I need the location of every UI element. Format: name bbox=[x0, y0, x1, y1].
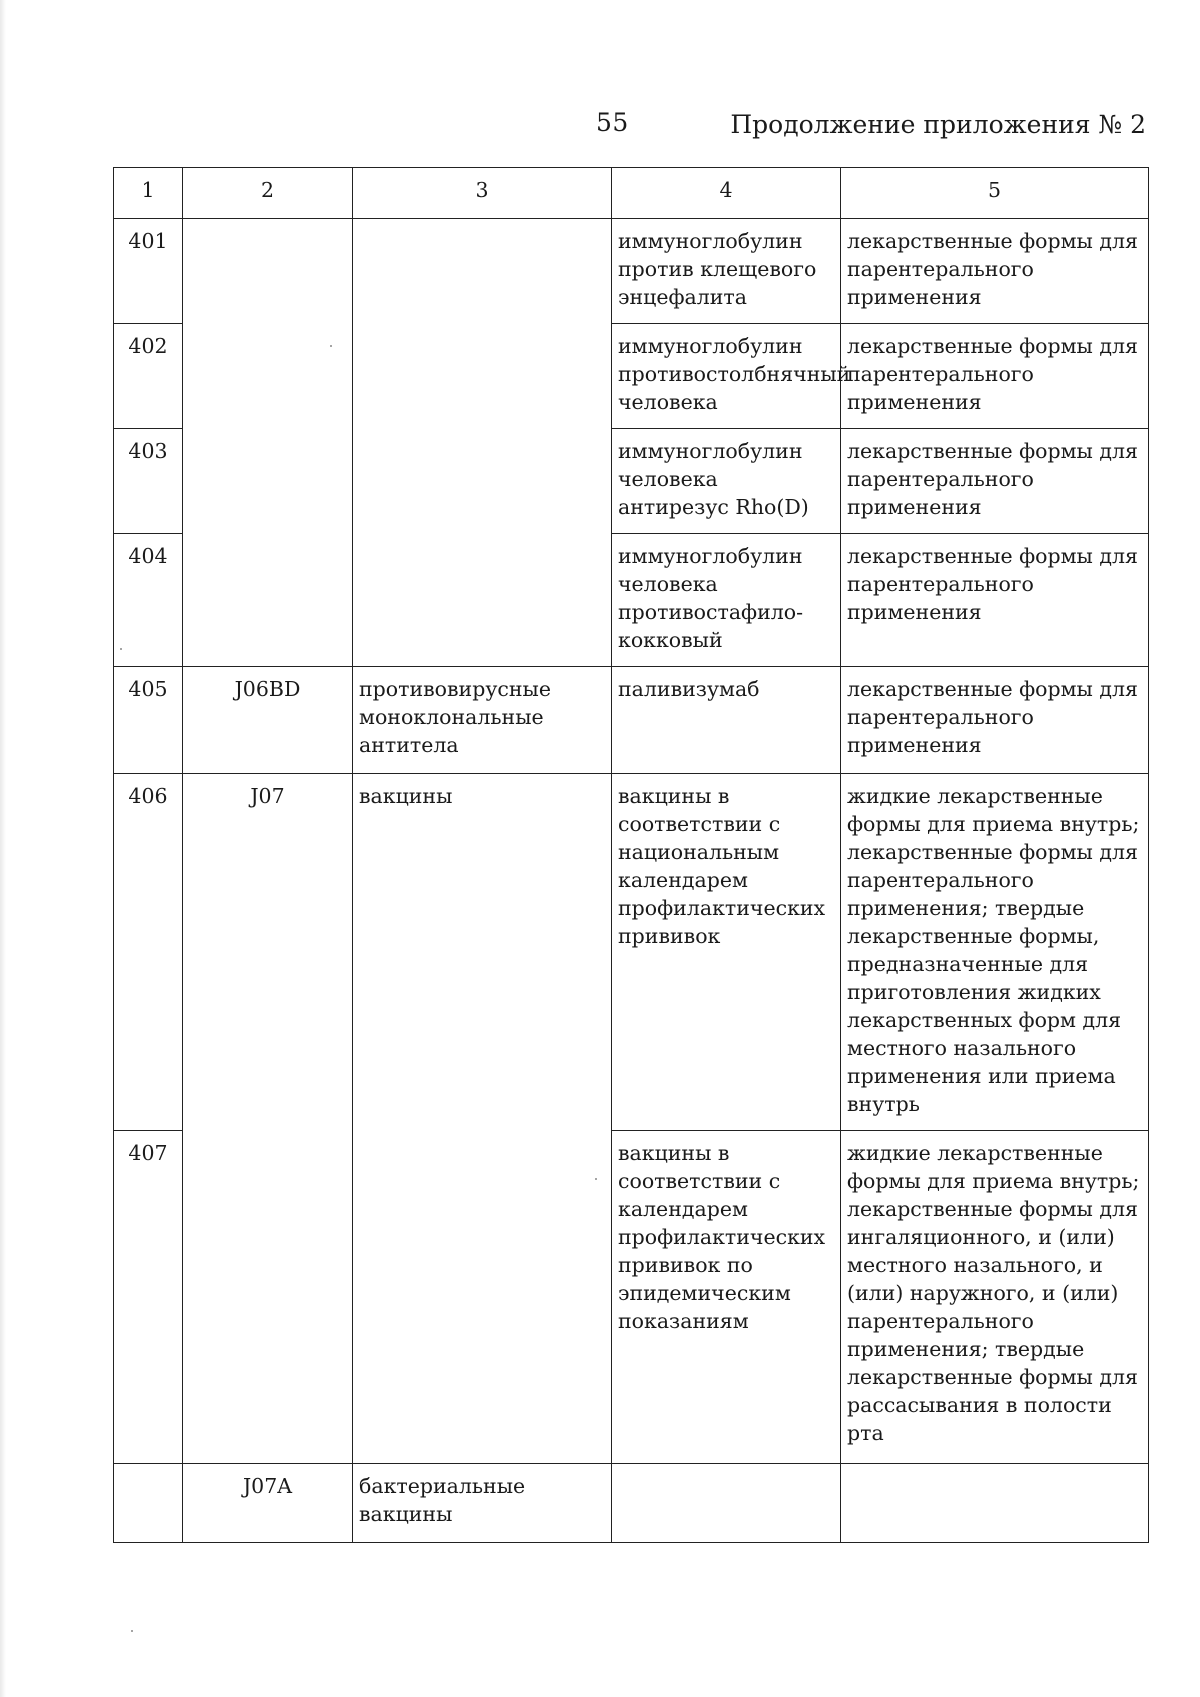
dosage-form: лекарственные формы для парентерального применения bbox=[841, 534, 1149, 667]
table-row bbox=[114, 774, 1149, 1131]
dosage-form: жидкие лекарственные формы для приема внутрь; лекарственные формы для ингаляционного, и (или) местного назального, и (или) наружного, и (или) парентерального применения; твердые лекарственные формы для рассасывания в полости рта bbox=[841, 1131, 1149, 1464]
column-number: 3 bbox=[353, 168, 612, 219]
drug-name: вакцины в соответствии с национальным календарем профилактических прививок bbox=[612, 774, 841, 1131]
dosage-form: жидкие лекарственные формы для приема внутрь; лекарственные формы для парентерального применения; твердые лекарственные формы, предназначенные для приготовления жидких лекарственных форм для местного назального применения или приема внутрь bbox=[841, 774, 1149, 1131]
column-number: 4 bbox=[612, 168, 841, 219]
row-number: 402 bbox=[114, 324, 183, 429]
drug-name bbox=[612, 1464, 841, 1543]
row-number: 403 bbox=[114, 429, 183, 534]
column-number: 1 bbox=[114, 168, 183, 219]
scan-speck bbox=[595, 1178, 597, 1180]
row-number: 405 bbox=[114, 667, 183, 774]
row-number: 407 bbox=[114, 1131, 183, 1464]
dosage-form: лекарственные формы для парентерального применения bbox=[841, 324, 1149, 429]
column-number: 5 bbox=[841, 168, 1149, 219]
scan-speck bbox=[120, 648, 122, 650]
atc-code: J07 bbox=[183, 774, 353, 1464]
group-name: противовирусные моноклональные антитела bbox=[353, 667, 612, 774]
row-number bbox=[114, 1464, 183, 1543]
drug-name: вакцины в соответствии с календарем профилактических прививок по эпидемическим показаниям bbox=[612, 1131, 841, 1464]
drug-name: иммуноглобулин против клещевого энцефалита bbox=[612, 219, 841, 324]
scan-edge-shadow bbox=[0, 0, 6, 1697]
drug-name: паливизумаб bbox=[612, 667, 841, 774]
atc-code: J06BD bbox=[183, 667, 353, 774]
row-number: 404 bbox=[114, 534, 183, 667]
continuation-title: Продолжение приложения № 2 bbox=[730, 110, 1146, 139]
row-number: 406 bbox=[114, 774, 183, 1131]
drug-list-table bbox=[113, 167, 1149, 1543]
atc-code-cell bbox=[183, 219, 353, 667]
drug-name: иммуноглобулин противостолбнячный человека bbox=[612, 324, 841, 429]
scan-speck bbox=[131, 1630, 133, 1632]
group-name: бактериальные вакцины bbox=[353, 1464, 612, 1543]
table-row bbox=[114, 667, 1149, 774]
dosage-form bbox=[841, 1464, 1149, 1543]
group-name-cell bbox=[353, 219, 612, 667]
page-number: 55 bbox=[596, 108, 629, 137]
column-number-row bbox=[114, 168, 1149, 219]
drug-name: иммуноглобулин человека антирезус Rho(D) bbox=[612, 429, 841, 534]
table-row bbox=[114, 219, 1149, 324]
table-row bbox=[114, 1464, 1149, 1543]
scan-speck bbox=[330, 345, 332, 347]
group-name: вакцины bbox=[353, 774, 612, 1464]
atc-code: J07A bbox=[183, 1464, 353, 1543]
column-number: 2 bbox=[183, 168, 353, 219]
dosage-form: лекарственные формы для парентерального применения bbox=[841, 667, 1149, 774]
dosage-form: лекарственные формы для парентерального применения bbox=[841, 429, 1149, 534]
dosage-form: лекарственные формы для парентерального применения bbox=[841, 219, 1149, 324]
drug-name: иммуноглобулин человека противостафило-кокковый bbox=[612, 534, 841, 667]
row-number: 401 bbox=[114, 219, 183, 324]
